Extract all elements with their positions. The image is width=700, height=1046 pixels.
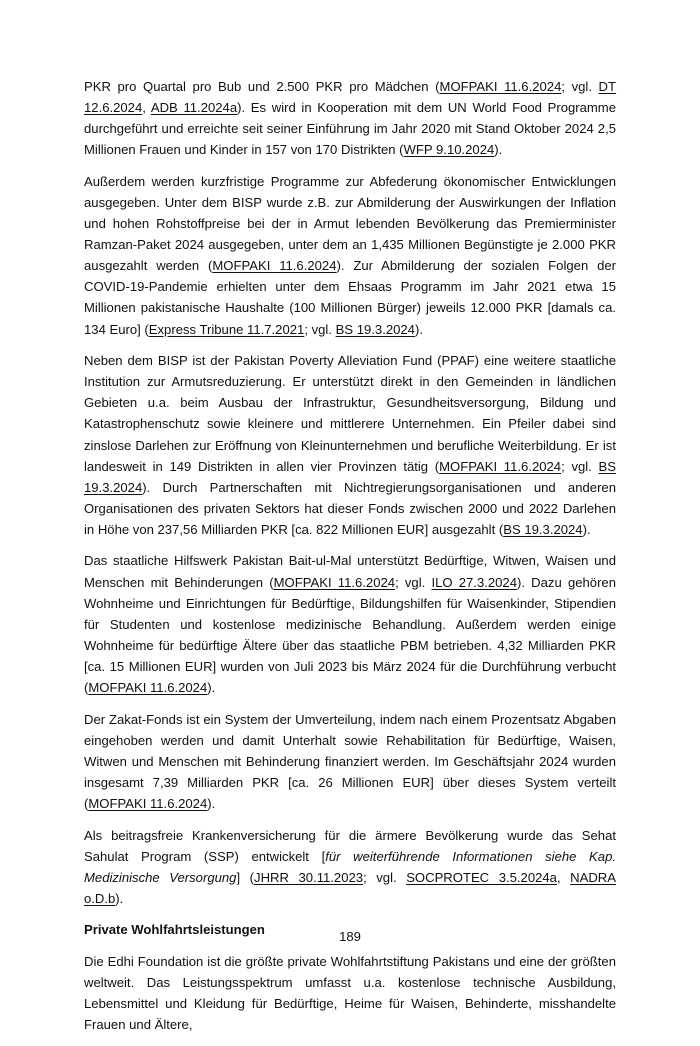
- document-body: [84, 76, 616, 1046]
- text-run: ; vgl.: [561, 79, 599, 94]
- closing-paragraph: Die Edhi Foundation ist die größte private Wohlfahrtstiftung Pakistans und eine der größten weltweit. Das Leistungsspektrum umfasst u.a. kostenlose technische Ausbildung, Lebensmittel und Kleidung für Bedürftige, Heime für Waisen, Behinderte, misshandelte Frauen und Ältere,: [84, 954, 616, 1033]
- text-run: ).: [115, 890, 124, 906]
- body-paragraphs: [84, 76, 616, 909]
- source-reference-link[interactable]: ADB 11.2024a: [150, 100, 238, 116]
- source-reference-link[interactable]: MOFPAKI 11.6.2024: [212, 258, 337, 274]
- text-run: ,: [142, 100, 151, 116]
- source-reference-link[interactable]: NADRA o.D.b: [84, 869, 616, 906]
- text-run: ; vgl.: [561, 458, 599, 474]
- source-reference-link[interactable]: JHRR 30.11.2023: [254, 869, 364, 885]
- text-run: Der Zakat-Fonds ist ein System der Umverteilung, indem nach einem Prozentsatz Abgaben eingehoben werden und damit Unterhalt sowie Rehabilitation für Bedürftige, Waisen, Witwen und Menschen mit Behinderung finanziert werden. Im Geschäftsjahr 2024 wurden insgesamt 7,39 Milliarden PKR [ca. 26 Millionen EUR] über dieses System verteilt (: [84, 711, 616, 811]
- section-heading: Private Wohlfahrtsleistungen: [84, 922, 265, 938]
- text-run: ).: [582, 521, 591, 537]
- page-number: 189: [339, 929, 361, 944]
- body-paragraph: [84, 825, 616, 909]
- source-reference-link[interactable]: ILO 27.3.2024: [431, 574, 517, 590]
- text-run: ; vgl.: [395, 574, 432, 590]
- source-reference-link[interactable]: MOFPAKI 11.6.2024: [273, 574, 396, 590]
- text-run: Das staatliche Hilfswerk Pakistan Bait-ul-Mal unterstützt Bedürftige, Witwen, Waisen und Menschen mit Behinderungen (: [84, 553, 616, 590]
- source-reference-link[interactable]: BS 19.3.2024: [84, 458, 616, 495]
- source-reference-link[interactable]: WFP 9.10.2024: [403, 142, 495, 158]
- body-paragraph: [84, 76, 616, 160]
- source-reference-link[interactable]: SOCPROTEC 3.5.2024a: [406, 869, 557, 885]
- text-run: ). Es wird in Kooperation mit dem UN World Food Programme durchgeführt und erreichte seit seiner Einführung im Jahr 2020 mit Stand Oktober 2024 2,5 Millionen Frauen und Kinder in 157 von 170 Distrikten (: [84, 100, 616, 158]
- body-paragraph: [84, 171, 616, 340]
- text-run: PKR pro Quartal pro Bub und 2.500 PKR pro Mädchen (: [84, 79, 440, 94]
- source-reference-link[interactable]: MOFPAKI 11.6.2024: [439, 458, 562, 474]
- text-run: ,: [556, 869, 571, 885]
- source-reference-link[interactable]: DT 12.6.2024: [84, 79, 617, 116]
- body-paragraph: [84, 350, 616, 540]
- italic-note: für weiterführende Informationen siehe Kap. Medizinische Versorgung: [84, 848, 616, 885]
- body-paragraph: [84, 550, 616, 698]
- body-paragraph: [84, 709, 616, 814]
- text-run: Als beitragsfreie Krankenversicherung für die ärmere Bevölkerung wurde das Sehat Sahulat Program (SSP) entwickelt [: [84, 827, 616, 864]
- source-reference-link[interactable]: MOFPAKI 11.6.2024: [88, 796, 208, 811]
- text-run: ).: [414, 321, 423, 337]
- text-run: ). Dazu gehören Wohnheime und Einrichtungen für Bedürftige, Bildungshilfen für Waisenkinder, Stipendien für Studenten und kostenlose medizinische Behandlung. Außerdem werden einige Wohnheime für bedürftige Ältere über das staatliche PBM betrieben. 4,32 Milliarden PKR [ca. 15 Millionen EUR] wurden von Juli 2023 bis März 2024 für die Durchführung verbucht (: [84, 574, 616, 696]
- text-run: ).: [207, 680, 216, 696]
- source-reference-link[interactable]: MOFPAKI 11.6.2024: [88, 680, 208, 696]
- text-run: Außerdem werden kurzfristige Programme zur Abfederung ökonomischer Entwicklungen ausgegeben. Unter dem BISP wurde z.B. zur Abmilderung der Auswirkungen der Inflation und hohen Rohstoffpreise bei der in Armut lebenden Bevölkerung das Premierminister Ramzan-Paket 2024 ausgegeben, unter dem an 1,435 Millionen Begünstigte je 2.000 PKR ausgezahlt werden (: [84, 173, 616, 274]
- text-run: ). Durch Partnerschaften mit Nichtregierungsorganisationen und anderen Organisationen des privaten Sektors hat dieser Fonds zwischen 2000 und 2022 Darlehen in Höhe von 237,56 Milliarden PKR [ca. 822 Millionen EUR] ausgezahlt (: [84, 479, 616, 537]
- source-reference-link[interactable]: MOFPAKI 11.6.2024: [439, 79, 562, 94]
- source-reference-link[interactable]: BS 19.3.2024: [335, 321, 415, 337]
- text-run: ; vgl.: [304, 321, 336, 337]
- source-reference-link[interactable]: BS 19.3.2024: [503, 521, 583, 537]
- text-run: ] (: [236, 869, 255, 885]
- text-run: ). Zur Abmilderung der sozialen Folgen der COVID-19-Pandemie erhielten unter dem Ehsaas Programm im Jahr 2021 etwa 15 Millionen pakistanische Haushalte (100 Millionen Bürger) jeweils 12.000 PKR [damals ca. 134 Euro] (: [84, 258, 617, 337]
- source-reference-link[interactable]: Express Tribune 11.7.2021: [148, 321, 305, 337]
- text-run: ).: [207, 796, 216, 811]
- text-run: ).: [494, 142, 503, 158]
- text-run: Neben dem BISP ist der Pakistan Poverty Alleviation Fund (PPAF) eine weitere staatliche Institution zur Armutsreduzierung. Er unterstützt direkt in den Gemeinden in ländlichen Gebieten u.a. beim Ausbau der Infrastruktur, Gesundheitsversorgung, Bildung und Katastrophenschutz sowie kleinere und mittlerere Unternehmen. Ein Pfeiler dabei sind zinslose Darlehen zur Eröffnung von Kleinunternehmen und berufliche Weiterbildung. Er ist landesweit in 149 Distrikten in allen vier Provinzen tätig (: [84, 353, 616, 474]
- text-run: ; vgl.: [363, 869, 407, 885]
